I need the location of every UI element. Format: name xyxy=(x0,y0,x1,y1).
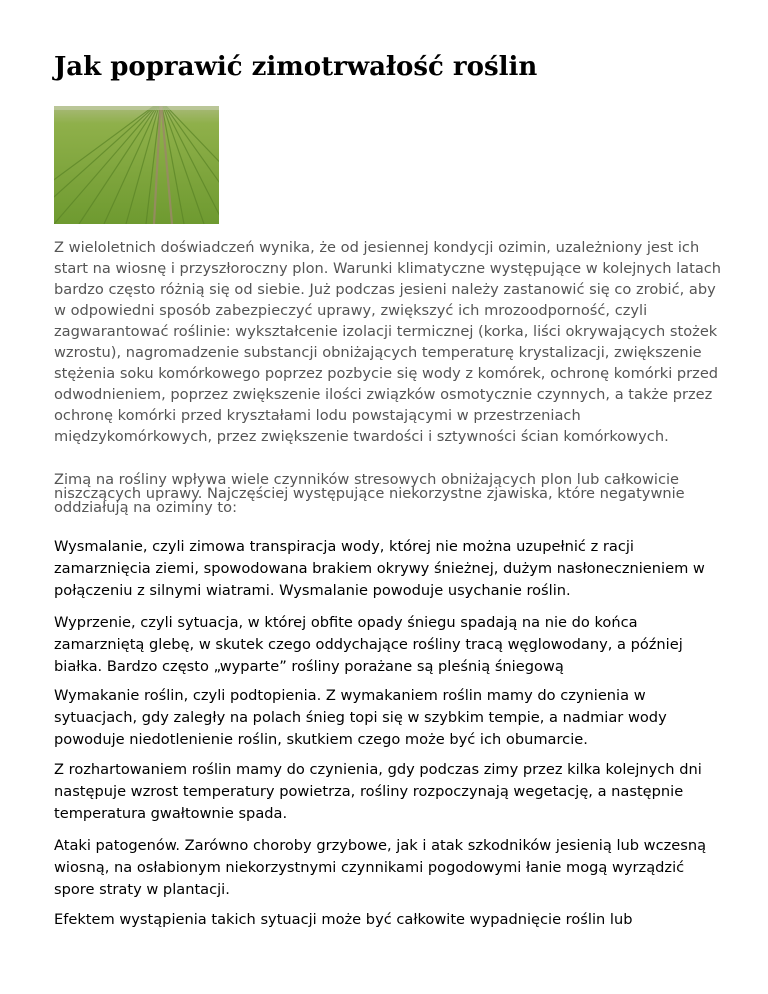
list-item: Wysmalanie, czyli zimowa transpiracja wody, której nie można uzupełnić z racji zamarznięcia ziemi, spowodowana brakiem okrywy śnieżnej, dużym nasłonecznieniem w połączeniu z silnymi wiatrami. Wysmalanie powoduje usychanie roślin. xyxy=(54,538,705,599)
article-title: Jak poprawić zimotrwałość roślin xyxy=(54,52,538,82)
intro-paragraph: Z wieloletnich doświadczeń wynika, że od jesiennej kondycji ozimin, uzależniony jest ich start na wiosnę i przyszłoroczny plon. Warunki klimatyczne występujące w kolejnych latach bardzo często różnią się od siebie. Już podczas jesieni należy zastanowić się co zrobić, aby w odpowiedni sposób zabezpieczyć uprawy, zwiększyć ich mrozoodporność, czyli zagwarantować roślinie: wykształcenie izolacji termicznej (korka, liści okrywających stożek wzrostu), nagromadzenie substancji obniżających temperaturę krystalizacji, zwiększenie stężenia soku komórkowego poprzez pozbycie się wody z komórek, ochronę komórki przed odwodnieniem, poprzez zwiększenie ilości związków osmotycznie czynnych, a także przez ochronę komórki przed kryształami lodu powstającymi w przestrzeniach międzykomórkowych, przez zwiększenie twardości i sztywności ścian komórkowych. xyxy=(54,239,722,445)
list-item: Z rozhartowaniem roślin mamy do czynienia, gdy podczas zimy przez kilka kolejnych dni następuje wzrost temperatury powietrza, rośliny rozpoczynają wegetację, a następnie temperatura gwałtownie spada. xyxy=(54,761,702,822)
list-item: Ataki patogenów. Zarówno choroby grzybowe, jak i atak szkodników jesienią lub wczesną wiosną, na osłabionym niekorzystnymi czynnikami pogodowymi łanie mogą wyrządzić spore straty w plantacji. xyxy=(54,837,707,898)
lead-paragraph: Zimą na rośliny wpływa wiele czynników stresowych obniżających plon lub całkowicie niszczących uprawy. Najczęściej występujące niekorzystne zjawiska, które negatywnie oddziałują na oziminy to: xyxy=(54,471,685,516)
field-photo-icon xyxy=(54,106,219,224)
list-item: Wyprzenie, czyli sytuacja, w której obfite opady śniegu spadają na nie do końca zamarzniętą glebę, w skutek czego oddychające rośliny tracą węglowodany, a później białka. Bardzo często „wyparte” rośliny porażane są pleśnią śniegową xyxy=(54,614,683,675)
list-item: Wymakanie roślin, czyli podtopienia. Z wymakaniem roślin mamy do czynienia w sytuacjach, gdy zaległy na polach śnieg topi się w szybkim tempie, a nadmiar wody powoduje niedotlenienie roślin, skutkiem czego może być ich obumarcie. xyxy=(54,687,667,748)
field-photo xyxy=(54,106,219,224)
list-item: Efektem wystąpienia takich sytuacji może być całkowite wypadnięcie roślin lub xyxy=(54,911,633,928)
